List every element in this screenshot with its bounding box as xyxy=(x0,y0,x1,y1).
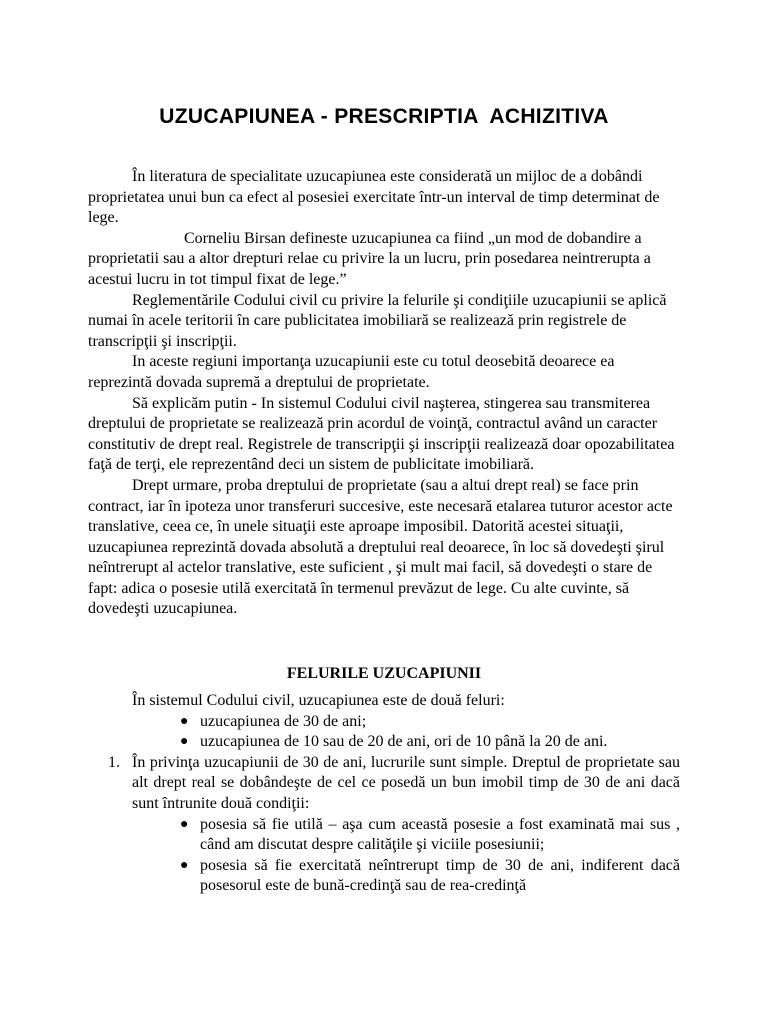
list-item xyxy=(88,732,680,753)
list-item xyxy=(88,712,680,733)
list-item-text: posesia să fie exercitată neîntrerupt timp de 30 de ani, indiferent dacă posesorul este de bună-credinţă sau de rea-credinţă xyxy=(200,856,680,895)
section-body xyxy=(88,691,680,897)
paragraph: Să explicăm putin - In sistemul Codului civil naşterea, stingerea sau transmiterea dreptului de proprietate se realizează prin acordul de voinţă, contractul având un caracter constitutiv de drept real. Registrele de transcripţii şi inscripţii realizează doar opozabilitatea faţă de terţi, ele reprezentând deci un sistem de publicitate imobiliară. xyxy=(88,394,675,474)
bullet-icon: ● xyxy=(180,734,189,750)
paragraph: Corneliu Birsan defineste uzucapiunea ca fiind „un mod de dobandire a proprietatii sau a altor drepturi relae cu privire la un lucru, prin posedarea neintrerupta a acestui lucru in tot timpul fixat de lege.” xyxy=(88,229,651,288)
numbered-item-text: În privinţa uzucapiunii de 30 de ani, lucrurile sunt simple. Dreptul de proprietate sau alt drept real se dobândeşte de cel ce posedă un bun imobil timp de 30 de ani dacă sunt întrunite două condiţii: xyxy=(132,753,680,812)
section-heading: FELURILE UZUCAPIUNII xyxy=(286,665,482,682)
list-item-text: uzucapiunea de 10 sau de 20 de ani, ori de 10 până la 20 de ani. xyxy=(200,733,608,751)
numbered-item xyxy=(88,753,680,815)
list-item-text: uzucapiunea de 30 de ani; xyxy=(200,712,367,730)
document-title: UZUCAPIUNEA - PRESCRIPTIA ACHIZITIVA xyxy=(159,105,609,128)
bullet-icon: ● xyxy=(180,713,189,729)
bullet-list xyxy=(88,712,680,753)
item-number: 1. xyxy=(108,753,120,771)
bullet-icon: ● xyxy=(180,816,189,832)
paragraph: Reglementările Codului civil cu privire la felurile şi condiţiile uzucapiunii se aplică numai în acele teritorii în care publicitatea imobiliară se realizează prin registrele de transcripţii şi inscripţii. xyxy=(88,291,667,350)
paragraph: In aceste regiuni importanţa uzucapiunii este cu totul deosebită deoarece ea reprezintă dovada supremă a dreptului de proprietate. xyxy=(88,353,615,391)
section-intro: În sistemul Codului civil, uzucapiunea este de două feluri: xyxy=(132,692,505,709)
document-body xyxy=(88,167,680,620)
paragraph: În literatura de specialitate uzucapiunea este considerată un mijloc de a dobândi proprietatea unui bun ca efect al posesiei exercitate într-un interval de timp determinat de lege. xyxy=(88,168,660,227)
list-item xyxy=(88,815,680,856)
bullet-icon: ● xyxy=(180,857,189,873)
paragraph: Drept urmare, proba dreptului de proprietate (sau a altui drept real) se face prin contract, iar în ipoteza unor transferuri succesive, este necesară etalarea tuturor acestor acte translative, ceea ce, în unele situaţii este aproape imposibil. Datorită acestei situaţii, uzucapiunea reprezintă dovada absolută a dreptului real deoarece, în loc să dovedeşti şirul neîntrerupt al actelor translative, este suficient , şi mult mai facil, să dovedeşti o stare de fapt: adica o posesie utilă exercitată în termenul prevăzut de lege. Cu alte cuvinte, să dovedeşti uzucapiunea. xyxy=(88,476,673,618)
sub-bullet-list xyxy=(88,815,680,897)
list-item xyxy=(88,856,680,897)
list-item-text: posesia să fie utilă – aşa cum această posesie a fost examinată mai sus , când am discutat despre calităţile şi viciile posesiunii; xyxy=(200,815,680,854)
